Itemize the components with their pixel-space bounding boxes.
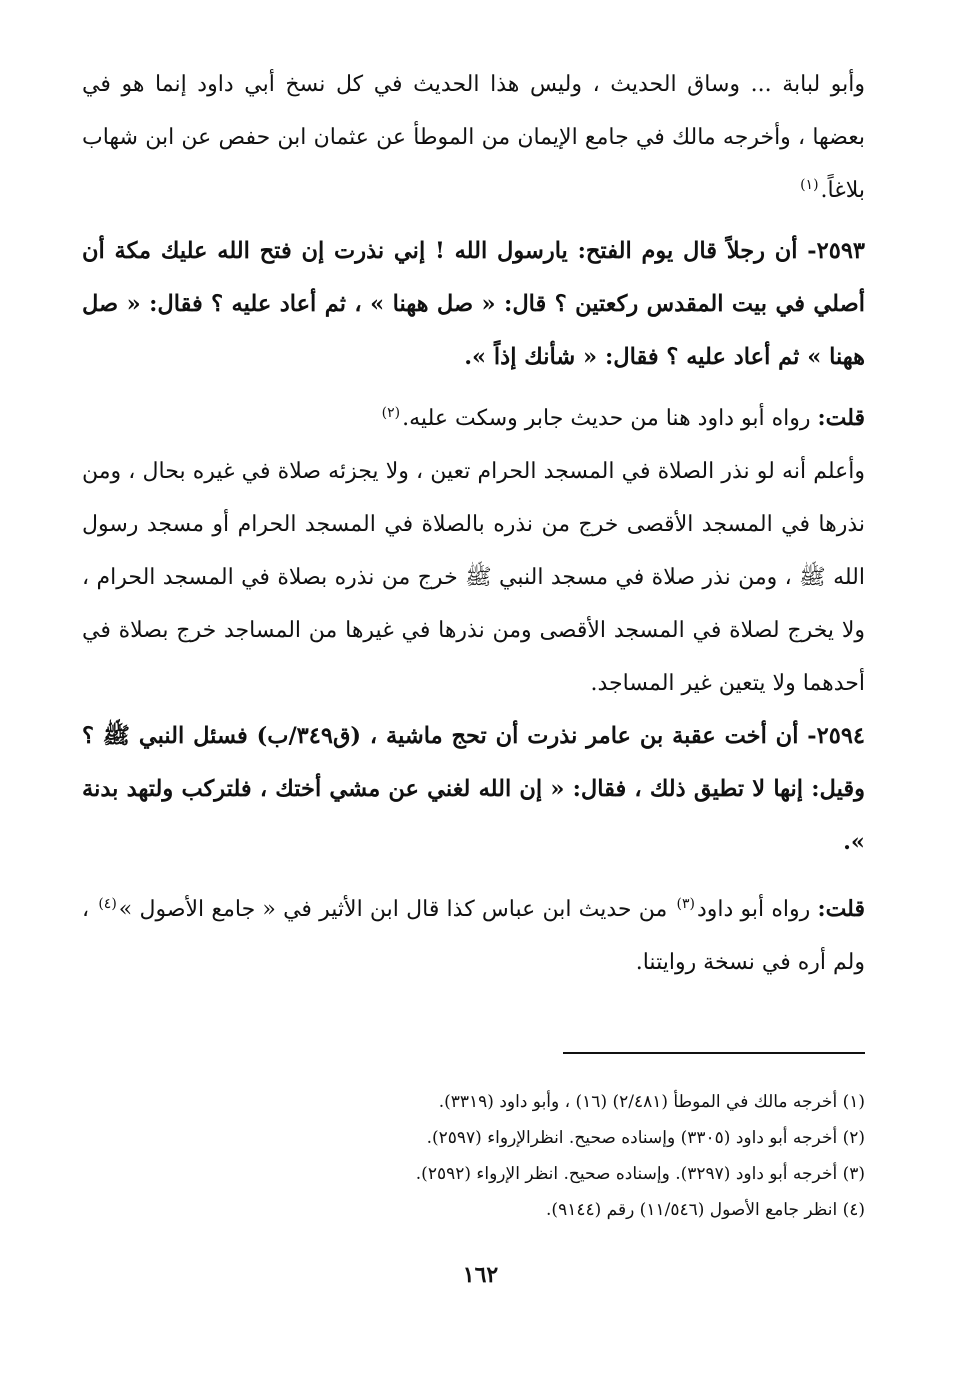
commentary-2594	[82, 883, 865, 989]
hadith-text: ٢٥٩٣- أن رجلاً قال يوم الفتح: يارسول الله ! إني نذرت إن فتح الله عليك مكة أن أصلي في بيت المقدس ركعتين ؟ قال: « صل ههنا » ، ثم أعاد عليه ؟ فقال: « صل ههنا » ثم أعاد عليه ؟ فقال: « شأنك إذاً ».	[82, 238, 865, 370]
footnote-2: (٢) أخرجه أبو داود (٣٣٠٥) وإسناده صحيح. انظرالإرواء (٢٥٩٧).	[426, 1128, 865, 1148]
commentary-text-c: ، ولم أره في نسخة روايتنا.	[82, 897, 865, 975]
footnote-3: (٣) أخرجه أبو داود (٣٢٩٧). وإسناده صحيح. انظر الإرواء (٢٥٩٢).	[415, 1164, 865, 1184]
paragraph-ruling	[82, 445, 865, 710]
footnote-4: (٤) انظر جامع الأصول (١١/٥٤٦) رقم (٩١٤٤).	[546, 1200, 865, 1220]
paragraph-intro	[82, 58, 865, 217]
commentary-text-a: رواه أبو داود	[696, 897, 811, 922]
commentary-label: قلت:	[817, 405, 865, 431]
footnote-1: (١) أخرجه مالك في الموطأ (٢/٤٨١) (١٦) ، وأبو داود (٣٣١٩).	[438, 1092, 865, 1112]
hadith-text: ٢٥٩٤- أن أخت عقبة بن عامر نذرت أن تحج ماشية ، (ق٣٤٩/ب) فسئل النبي ﷺ ؟ وقيل: إنها لا تطيق ذلك ، فقال: « إن الله لغني عن مشي أختك ، فلتركب ولتهد بدنة ».	[82, 723, 865, 855]
footnote-marker[interactable]: (٢)	[381, 404, 401, 421]
footnote-marker[interactable]: (٤)	[98, 895, 117, 912]
footnote-marker[interactable]: (١)	[800, 176, 819, 193]
commentary-label: قلت:	[817, 896, 865, 922]
footnote-marker[interactable]: (٣)	[676, 895, 695, 912]
commentary-text: رواه أبو داود هنا من حديث جابر وسكت عليه.	[402, 406, 811, 431]
commentary-text-b: من حديث ابن عباس كذا قال ابن الأثير في « جامع الأصول »	[118, 897, 668, 922]
page-number: ١٦٢	[462, 1262, 499, 1288]
commentary-2593	[82, 392, 865, 445]
paragraph-text: وأعلم أنه لو نذر الصلاة في المسجد الحرام تعين ، ولا يجزئه صلاة في غيره بحال ، ومن نذرها في المسجد الأقصى خرج من نذره بالصلاة في المسجد الحرام أو مسجد رسول الله ﷺ ، ومن نذر صلاة في مسجد النبي ﷺ خرج من نذره بصلاة في المسجد الحرام ، ولا يخرج لصلاة في المسجد الأقصى ومن نذرها في غيرها من المساجد خرج بصلاة في أحدهما ولا يتعين غير المساجد.	[82, 459, 865, 696]
footnotes	[82, 1084, 865, 1228]
hadith-2594	[82, 710, 865, 869]
footnote-divider	[563, 1052, 865, 1054]
paragraph-text: وأبو لبابة ... وساق الحديث ، وليس هذا الحديث في كل نسخ أبي داود إنما هو في بعضها ، وأخرجه مالك في جامع الإيمان من الموطأ عن عثمان ابن حفص عن ابن شهاب بلاغاً.	[82, 72, 865, 203]
hadith-2593	[82, 225, 865, 384]
